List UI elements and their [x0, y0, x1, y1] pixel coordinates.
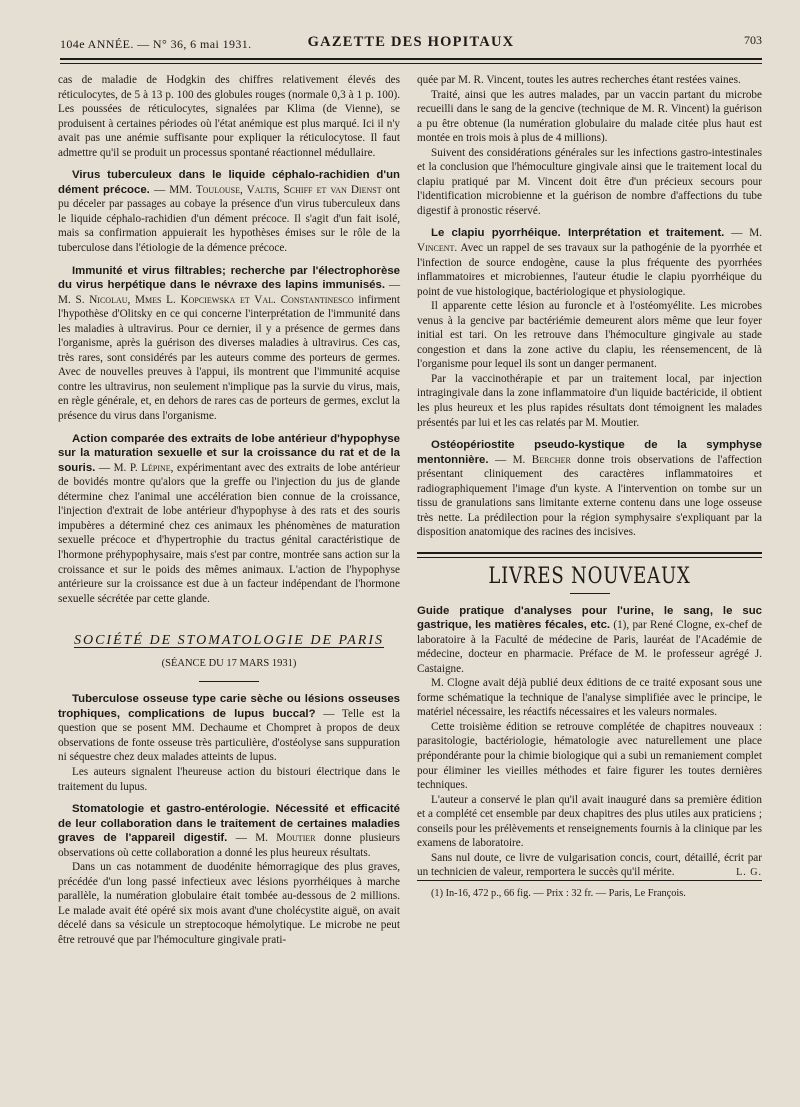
header-rule	[60, 58, 762, 60]
book-review	[417, 604, 762, 902]
intro-paragraph: cas de maladie de Hodgkin des chiffres relativement élevés des réticulocytes, de 5 à 13 p. 100 des globules rouges (normale 0,3 à 1 p. 100). Les poussées de réticulocytes, signalées par Klima (de Vienne), se produisent à certaines périodes où l'état anémique est plus marqué. Ici il n'y avait pas une anémie suffisante pour expliquer la réticulocytose. Il faut admettre qu'il se produit un processus spontané réactionnel médullaire.	[58, 74, 400, 159]
page-number: 703	[744, 33, 762, 47]
article-body-continued: Il apparente cette lésion au furoncle et à l'ostéomyélite. Les microbes venus à la gencive par bactériémie demeurent alors même que leur foyer initial est tari. On les retrouve dans l'hémoculture gingivale au stade congestion et dans la zone active du clapiu, les réensemencent, de là l'organisme pour lequel ils sont un danger permanent.	[417, 300, 762, 371]
journal-title: GAZETTE DES HOPITAUX	[307, 34, 515, 50]
society-divider	[199, 681, 259, 682]
article-tuberculous-virus	[58, 168, 400, 255]
article-body-continued: Les auteurs signalent l'heureuse action du bistouri électrique dans le traitement du lupus.	[58, 765, 400, 793]
review-paragraph: Cette troisième édition se retrouve complétée de chapitres nouveaux : parasitologie, bactériologie, hématologie avec naturellement une place prépondérante pour la chimie biologique qui a subi un remaniement complet pour éliminer les vieilles méthodes et faire figurer les toutes dernières techniques.	[417, 720, 762, 792]
article-authors: — M. Moutier	[235, 832, 316, 845]
paragraph: Suivent des considérations générales sur les infections gastro-intestinales et la conclusion que l'hémoculture gingivale ainsi que le traitement local du clapiu pratiqué par M. Vincent doit être d'un précieux secours pour l'identification microbienne et la guérison de nombre d'affections du tube digestif à pronostic réservé.	[417, 146, 762, 217]
section-divider	[417, 552, 762, 558]
article-body: donne trois observations de l'affection présentant cliniquement des caractères inflammatoires et radiographiquement l'image d'un kyste. A l'intervention on tombe sur un tissu de granulations sans limitante externe contenu dans une loge osseuse très nette. La prédilection pour la région symphysaire s'expliquant par la disposition anatomique des racines des incisives.	[417, 453, 762, 539]
article-hypophysis-extracts	[58, 432, 400, 607]
article-authors: — M. P. Lépine,	[98, 461, 174, 474]
left-column	[58, 73, 400, 948]
society-name: SOCIÉTÉ DE STOMATOLOGIE DE PARIS	[73, 633, 385, 649]
article-osteoperiostitis	[417, 438, 762, 540]
article-title: Tuberculose osseuse type carie sèche ou lésions osseuses trophiques, complications de lupus buccal?	[58, 693, 400, 720]
article-body: expérimentant avec des extraits de lobe antérieur de bovidés montre qu'alors que la greffe ou l'injection du jus de glande détermine chez l'animal une accélération bien connue de la croissance, l'injection d'extrait de lobe antérieur d'hypophyse à des rats et des souris impubères a déterminé chez ces animaux les phénomènes de maturation sexuelle précoce et d'hypertrophie du tractus génital caractéristique de l'hormone préhypophysaire, mais s'est par contre, montrée sans action sur la croissance et sur le poids des mêmes animaux. L'action de l'hypophyse antérieure sur la croissance est due à un facteur indépendant de l'hormone sexuelle sécrétée par cette glande.	[58, 461, 401, 605]
article-body: Avec un rappel de ses travaux sur la pathogénie de la pyorrhée et l'infection de source endogène, cause la plus fréquente des pyorrhées inflammatoires et microbiennes, l'auteur étudie le clapiu pyorrhéique du point de vue histologique, bactériologique et physiologique.	[417, 242, 762, 298]
section-title: LIVRES NOUVEAUX	[488, 563, 691, 589]
article-title: Action comparée des extraits de lobe antérieur d'hypophyse sur la maturation sexuelle et sur la croissance du rat et de la souris.	[58, 432, 400, 474]
article-body: donne plusieurs observations où cette collaboration a donné les plus heureux résultats.	[58, 832, 401, 859]
article-title: Le clapiu pyorrhéique. Interprétation et traitement.	[431, 227, 725, 240]
article-authors: — MM. Toulouse, Valtis, Schiff et van Dienst	[153, 183, 382, 196]
article-authors: — M. S. Nicolau, Mmes L. Kopciewska et Val. Constantinesco	[58, 279, 400, 306]
article-body-continued: Par la vaccinothérapie et par un traitement local, par injection intragingivale dans la zone inflammatoire d'un liquide bactéricide, il obtient les plus heureux et les plus rapides résultats dont témoignent les malades présentés par lui et les cas relatés par M. Moutier.	[417, 372, 762, 429]
paragraph: Traité, ainsi que les autres malades, par un vaccin partant du microbe recueilli dans le sang de la gencive (technique de M. R. Vincent) la guérison a pu être obtenue (la numération globulaire du malade citée plus haut est montée en trois mois à plus de 4 millions).	[417, 88, 762, 145]
article-body-continued: Dans un cas notamment de duodénite hémorragique des plus graves, précédée d'un long passé infectieux avec lésions pyorrhéiques à marche parallèle, la numération globulaire était tombée au-dessous de 2 millions. Le malade avait été opéré six mois avant d'une cholécystite aiguë, on avait décelé dans sa vésicule un streptocoque hémolytique. Le microbe ne peut être retrouvé que par l'hémoculture gingivale prati-	[58, 861, 400, 946]
header-rule-thin	[60, 63, 762, 64]
review-paragraph: M. Clogne avait déjà publié deux éditions de ce traité exposant sous une forme schématique la technique de l'analyse simplifiée avec le principe, le matériel nécessaire, les réactifs nécessaires et les valeurs normales.	[417, 677, 762, 719]
article-body: — Telle est la question que se posent MM. Dechaume et Chompret à propos de deux observations de fonte osseuse très particulière, d'ostéolyse sans suppuration ni séquestre chez deux malades atteints de lupus.	[58, 707, 401, 764]
article-title: Stomatologie et gastro-entérologie. Nécessité et efficacité de leur collaboration dans le traitement de certaines maladies graves de l'appareil digestif.	[58, 803, 400, 845]
right-column	[417, 73, 762, 902]
article-title: Immunité et virus filtrables; recherche par l'électrophorèse du virus herpétique dans le névraxe des lapins immunisés.	[58, 264, 400, 292]
article-immunity-viruses	[58, 264, 400, 424]
footnote: (1) In-16, 472 p., 66 fig. — Prix : 32 fr. — Paris, Le François.	[417, 880, 762, 902]
article-stomatology-gastroenterology	[58, 802, 400, 947]
section-title-rule	[570, 593, 610, 594]
review-paragraph: L'auteur a conservé le plan qu'il avait inauguré dans sa première édition et a complété cet ensemble par deux chapitres des plus utiles aux praticiens ; conseils pour les prélèvements et renseignements fournis à la clinique par les examens de laboratoire.	[417, 793, 762, 850]
review-signature: L. G.	[736, 866, 762, 878]
continued-paragraph: quée par M. R. Vincent, toutes les autres recherches étant restées vaines.	[417, 74, 741, 86]
page-header	[60, 33, 762, 53]
article-authors: — M. Vincent.	[417, 227, 763, 255]
article-body: infirment l'hypothèse d'Olitsky en ce qui concerne l'interprétation de l'immunité dans les maladies à ultravirus. Pour ce dernier, il y a présence de germes dans l'organisme, après la guérison des diverses maladies à ultravirus. Ces cas, très rares, sont considérés par les auteurs comme des porteurs de germes. Avec de nouvelles preuves à l'appui, ils montrent que l'immunité acquise contre les ultravirus, non seulement n'implique pas la survie du virus, mais, en règle générale, et, en dehors de rares cas de porteurs de germes, exclut la présence du virus dans l'organisme.	[58, 293, 400, 423]
article-title: Virus tuberculeux dans le liquide céphalo-rachidien d'un dément précoce.	[58, 169, 400, 196]
article-authors: — M. Bercher	[494, 453, 571, 466]
article-bone-tuberculosis	[58, 692, 400, 794]
book-details: (1), par René Clogne, ex-chef de laboratoire à la Faculté de médecine de Paris, lauréat de l'Académie de médecine, docteur en pharmacie. Préface de M. le professeur agrégé J. Castaigne.	[417, 619, 763, 675]
society-heading	[58, 634, 400, 682]
session-date: (SÉANCE DU 17 MARS 1931)	[161, 657, 297, 669]
article-body: ont pu déceler par passages au cobaye la présence d'un virus tuberculeux dans le liquide céphalo-rachidien d'un dément précoce. Il s'agit d'un fait isolé, mais sa confirmation appuierait les hypothèses émises sur le rôle de la tuberculose dans l'étiologie de la démence précoce.	[58, 183, 401, 255]
article-title: Ostéopériostite pseudo-kystique de la symphyse mentonnière.	[417, 439, 762, 466]
review-paragraph: Sans nul doute, ce livre de vulgarisation concis, court, détaillé, écrit par un technicien de valeur, remportera le succès qu'il mérite.	[417, 851, 762, 879]
book-title: Guide pratique d'analyses pour l'urine, le sang, le suc gastrique, les matières fécales, etc.	[417, 604, 762, 632]
issue-line: 104e ANNÉE. — N° 36, 6 mai 1931.	[60, 37, 252, 51]
article-pyorrheic-clapiu	[417, 226, 762, 430]
